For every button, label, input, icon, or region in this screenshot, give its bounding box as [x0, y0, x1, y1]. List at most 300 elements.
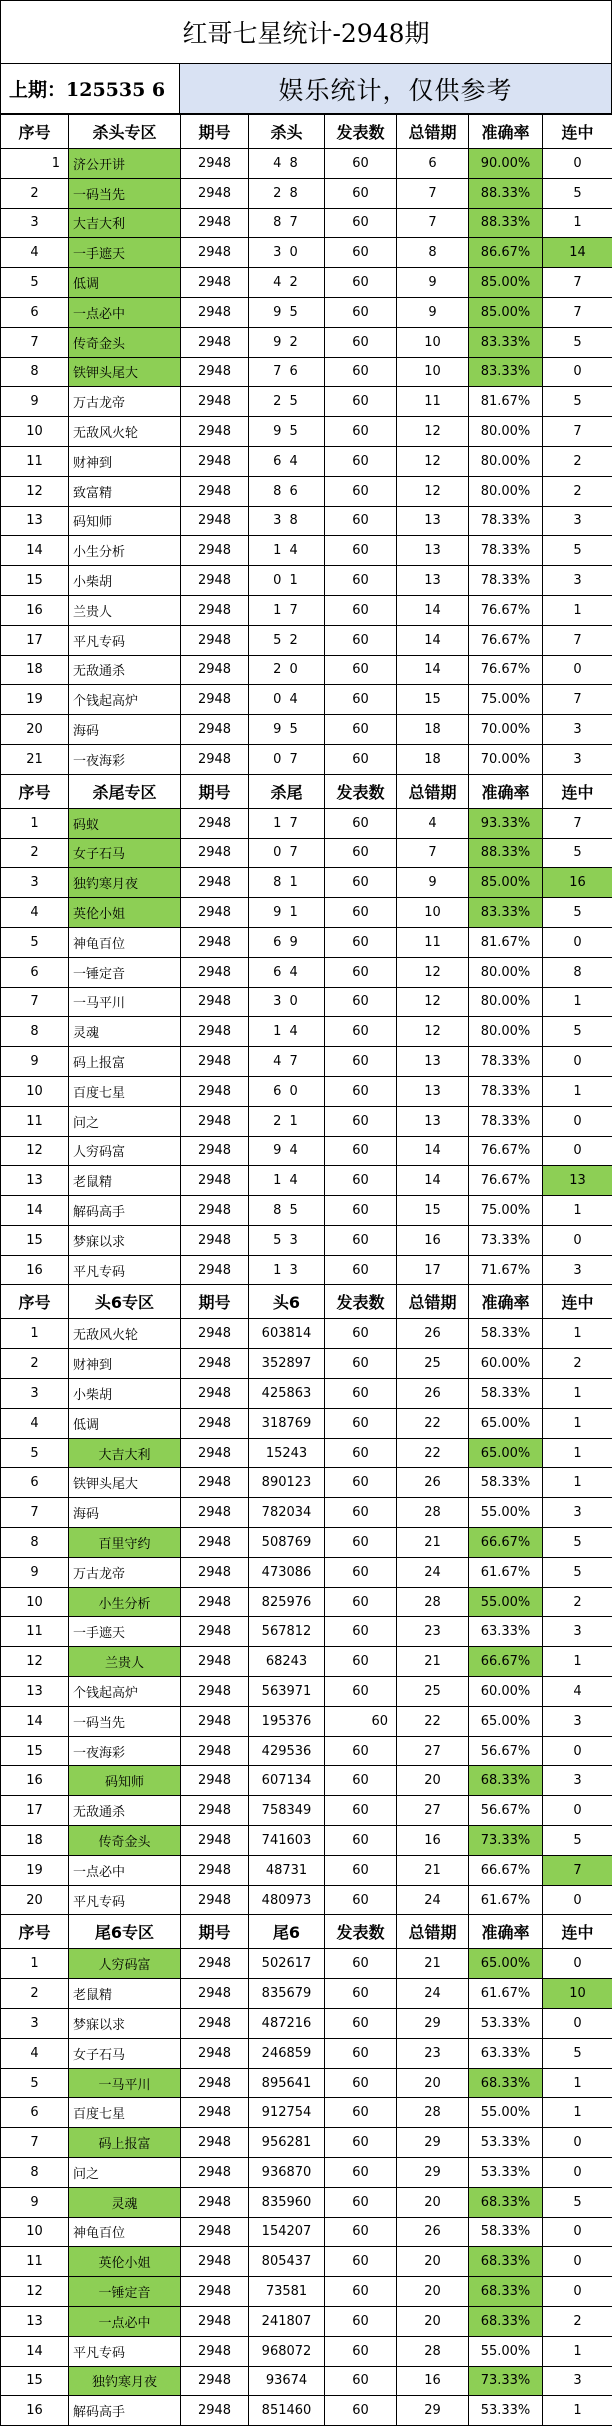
prediction-cell: 567812 — [249, 1617, 325, 1647]
prediction-cell: 429536 — [249, 1736, 325, 1766]
table-row — [1, 208, 612, 238]
period-cell: 2948 — [181, 2187, 249, 2217]
streak-cell: 1 — [543, 2336, 612, 2366]
expert-name: 平凡专码 — [69, 1255, 181, 1285]
row-index: 10 — [1, 2217, 69, 2247]
accuracy-cell: 55.00% — [469, 1498, 543, 1528]
period-cell: 2948 — [181, 2366, 249, 2396]
accuracy-cell: 83.33% — [469, 357, 543, 387]
streak-cell: 1 — [543, 2098, 612, 2128]
errors-cell: 9 — [397, 297, 469, 327]
errors-cell: 29 — [397, 2158, 469, 2188]
expert-name: 财神到 — [69, 1349, 181, 1379]
prediction-cell: 480973 — [249, 1885, 325, 1915]
expert-name: 个钱起高炉 — [69, 685, 181, 715]
accuracy-cell: 88.33% — [469, 178, 543, 208]
period-cell: 2948 — [181, 1855, 249, 1885]
errors-cell: 11 — [397, 927, 469, 957]
accuracy-cell: 83.33% — [469, 898, 543, 928]
period-cell: 2948 — [181, 566, 249, 596]
row-index: 8 — [1, 2158, 69, 2188]
posts-cell: 60 — [325, 1677, 397, 1707]
expert-name: 无敌通杀 — [69, 1796, 181, 1826]
streak-cell: 5 — [543, 1017, 612, 1047]
period-cell: 2948 — [181, 1438, 249, 1468]
streak-cell: 5 — [543, 327, 612, 357]
errors-cell: 16 — [397, 2366, 469, 2396]
streak-cell: 7 — [543, 297, 612, 327]
prediction-cell: 9 1 — [249, 898, 325, 928]
streak-cell: 0 — [543, 2217, 612, 2247]
row-index: 15 — [1, 1225, 69, 1255]
accuracy-cell: 65.00% — [469, 1408, 543, 1438]
prediction-cell: 3 8 — [249, 506, 325, 536]
row-index: 1 — [1, 1319, 69, 1349]
row-index: 14 — [1, 536, 69, 566]
expert-name: 小生分析 — [69, 536, 181, 566]
expert-name: 无敌风火轮 — [69, 417, 181, 447]
posts-cell: 60 — [325, 744, 397, 774]
posts-cell: 60 — [325, 715, 397, 745]
header-posts: 发表数 — [325, 115, 397, 149]
errors-cell: 28 — [397, 1587, 469, 1617]
streak-cell: 0 — [543, 2247, 612, 2277]
errors-cell: 23 — [397, 1617, 469, 1647]
row-index: 7 — [1, 327, 69, 357]
table-row — [1, 927, 612, 957]
prediction-cell: 241807 — [249, 2306, 325, 2336]
accuracy-cell: 80.00% — [469, 417, 543, 447]
errors-cell: 12 — [397, 1017, 469, 1047]
expert-name: 一马平川 — [69, 2068, 181, 2098]
row-index: 6 — [1, 1468, 69, 1498]
prediction-cell: 956281 — [249, 2128, 325, 2158]
row-index: 12 — [1, 1647, 69, 1677]
row-index: 4 — [1, 238, 69, 268]
header-prediction: 杀尾 — [249, 774, 325, 808]
prediction-cell: 835679 — [249, 1979, 325, 2009]
errors-cell: 13 — [397, 1076, 469, 1106]
header-expert-name: 尾6专区 — [69, 1915, 181, 1949]
accuracy-cell: 68.33% — [469, 2247, 543, 2277]
posts-cell: 60 — [325, 1438, 397, 1468]
posts-cell: 60 — [325, 2336, 397, 2366]
period-cell: 2948 — [181, 536, 249, 566]
posts-cell: 60 — [325, 1166, 397, 1196]
row-index: 16 — [1, 595, 69, 625]
row-index: 1 — [1, 808, 69, 838]
row-index: 5 — [1, 2068, 69, 2098]
period-cell: 2948 — [181, 238, 249, 268]
expert-name: 大吉大利 — [69, 1438, 181, 1468]
accuracy-cell: 60.00% — [469, 1349, 543, 1379]
header-streak: 连中 — [543, 115, 612, 149]
expert-name: 一锤定音 — [69, 957, 181, 987]
posts-cell: 60 — [325, 1498, 397, 1528]
period-cell: 2948 — [181, 1166, 249, 1196]
posts-cell: 60 — [325, 297, 397, 327]
streak-cell: 3 — [543, 1617, 612, 1647]
errors-cell: 9 — [397, 268, 469, 298]
errors-cell: 21 — [397, 1855, 469, 1885]
period-cell: 2948 — [181, 1319, 249, 1349]
period-cell: 2948 — [181, 1766, 249, 1796]
expert-name: 神龟百位 — [69, 927, 181, 957]
posts-cell: 60 — [325, 1647, 397, 1677]
table-row — [1, 1677, 612, 1707]
period-cell: 2948 — [181, 808, 249, 838]
streak-cell: 5 — [543, 838, 612, 868]
row-index: 11 — [1, 1617, 69, 1647]
period-cell: 2948 — [181, 1255, 249, 1285]
table-row — [1, 1225, 612, 1255]
streak-cell: 3 — [543, 715, 612, 745]
posts-cell: 60 — [325, 417, 397, 447]
prediction-cell: 15243 — [249, 1438, 325, 1468]
row-index: 3 — [1, 868, 69, 898]
table-row — [1, 1736, 612, 1766]
accuracy-cell: 53.33% — [469, 2128, 543, 2158]
period-cell: 2948 — [181, 1677, 249, 1707]
streak-cell: 3 — [543, 744, 612, 774]
accuracy-cell: 70.00% — [469, 744, 543, 774]
expert-name: 码上报富 — [69, 2128, 181, 2158]
prediction-cell: 758349 — [249, 1796, 325, 1826]
posts-cell: 60 — [325, 2009, 397, 2039]
errors-cell: 21 — [397, 1647, 469, 1677]
errors-cell: 9 — [397, 868, 469, 898]
prediction-cell: 912754 — [249, 2098, 325, 2128]
row-index: 3 — [1, 208, 69, 238]
streak-cell: 5 — [543, 178, 612, 208]
accuracy-cell: 93.33% — [469, 808, 543, 838]
accuracy-cell: 68.33% — [469, 2306, 543, 2336]
posts-cell: 60 — [325, 868, 397, 898]
posts-cell: 60 — [325, 1796, 397, 1826]
posts-cell: 60 — [325, 1468, 397, 1498]
errors-cell: 10 — [397, 357, 469, 387]
accuracy-cell: 66.67% — [469, 1855, 543, 1885]
table-row — [1, 1136, 612, 1166]
header-index: 序号 — [1, 115, 69, 149]
posts-cell: 60 — [325, 1408, 397, 1438]
errors-cell: 28 — [397, 1498, 469, 1528]
errors-cell: 25 — [397, 1349, 469, 1379]
accuracy-cell: 56.67% — [469, 1736, 543, 1766]
row-index: 5 — [1, 1438, 69, 1468]
row-index: 1 — [1, 149, 69, 179]
posts-cell: 60 — [325, 536, 397, 566]
expert-name: 女子石马 — [69, 2038, 181, 2068]
expert-name: 神龟百位 — [69, 2217, 181, 2247]
prediction-cell: 1 4 — [249, 536, 325, 566]
streak-cell: 7 — [543, 417, 612, 447]
streak-cell: 3 — [543, 2366, 612, 2396]
accuracy-cell: 75.00% — [469, 685, 543, 715]
period-cell: 2948 — [181, 178, 249, 208]
posts-cell: 60 — [325, 1319, 397, 1349]
errors-cell: 20 — [397, 1766, 469, 1796]
errors-cell: 20 — [397, 2247, 469, 2277]
errors-cell: 14 — [397, 625, 469, 655]
streak-cell: 0 — [543, 1949, 612, 1979]
header-expert-name: 杀尾专区 — [69, 774, 181, 808]
expert-name: 小柴胡 — [69, 566, 181, 596]
expert-name: 无敌风火轮 — [69, 1319, 181, 1349]
errors-cell: 7 — [397, 838, 469, 868]
table-row — [1, 1196, 612, 1226]
header-period: 期号 — [181, 1915, 249, 1949]
posts-cell: 60 — [325, 1076, 397, 1106]
accuracy-cell: 68.33% — [469, 1766, 543, 1796]
period-cell: 2948 — [181, 838, 249, 868]
expert-name: 一点必中 — [69, 2306, 181, 2336]
period-cell: 2948 — [181, 957, 249, 987]
expert-name: 一点必中 — [69, 297, 181, 327]
prediction-cell: 3 0 — [249, 238, 325, 268]
period-cell: 2948 — [181, 327, 249, 357]
accuracy-cell: 78.33% — [469, 506, 543, 536]
last-period-label: 上期：125535 6 — [0, 64, 180, 114]
errors-cell: 14 — [397, 1166, 469, 1196]
period-cell: 2948 — [181, 2098, 249, 2128]
errors-cell: 14 — [397, 1136, 469, 1166]
accuracy-cell: 61.67% — [469, 1979, 543, 2009]
posts-cell: 60 — [325, 1225, 397, 1255]
accuracy-cell: 60.00% — [469, 1677, 543, 1707]
expert-name: 一夜海彩 — [69, 744, 181, 774]
table-row — [1, 1076, 612, 1106]
posts-cell: 60 — [325, 2158, 397, 2188]
posts-cell: 60 — [325, 1255, 397, 1285]
streak-cell: 3 — [543, 566, 612, 596]
prediction-cell: 6 4 — [249, 446, 325, 476]
streak-cell: 1 — [543, 1468, 612, 1498]
prediction-cell: 425863 — [249, 1379, 325, 1409]
row-index: 11 — [1, 446, 69, 476]
row-index: 20 — [1, 715, 69, 745]
row-index: 17 — [1, 625, 69, 655]
streak-cell: 0 — [543, 2277, 612, 2307]
errors-cell: 18 — [397, 715, 469, 745]
prediction-cell: 6 0 — [249, 1076, 325, 1106]
posts-cell: 60 — [325, 2306, 397, 2336]
streak-cell: 5 — [543, 2038, 612, 2068]
expert-name: 一手遮天 — [69, 238, 181, 268]
period-cell: 2948 — [181, 297, 249, 327]
row-index: 20 — [1, 1885, 69, 1915]
expert-name: 万古龙帝 — [69, 1557, 181, 1587]
row-index: 7 — [1, 2128, 69, 2158]
prediction-cell: 6 9 — [249, 927, 325, 957]
streak-cell: 0 — [543, 1736, 612, 1766]
table-row — [1, 2366, 612, 2396]
streak-cell: 5 — [543, 2187, 612, 2217]
period-cell: 2948 — [181, 1826, 249, 1856]
expert-name: 个钱起高炉 — [69, 1677, 181, 1707]
header-index: 序号 — [1, 774, 69, 808]
streak-cell: 2 — [543, 446, 612, 476]
errors-cell: 12 — [397, 446, 469, 476]
period-cell: 2948 — [181, 927, 249, 957]
posts-cell: 60 — [325, 476, 397, 506]
period-cell: 2948 — [181, 2038, 249, 2068]
table-row — [1, 2187, 612, 2217]
errors-cell: 28 — [397, 2098, 469, 2128]
row-index: 19 — [1, 685, 69, 715]
posts-cell: 60 — [325, 838, 397, 868]
table-row — [1, 297, 612, 327]
posts-cell: 60 — [325, 655, 397, 685]
table-row — [1, 1408, 612, 1438]
posts-cell: 60 — [325, 1047, 397, 1077]
period-cell: 2948 — [181, 2306, 249, 2336]
expert-name: 海码 — [69, 1498, 181, 1528]
streak-cell: 5 — [543, 898, 612, 928]
prediction-cell: 352897 — [249, 1349, 325, 1379]
row-index: 12 — [1, 2277, 69, 2307]
period-cell: 2948 — [181, 1796, 249, 1826]
posts-cell: 60 — [325, 357, 397, 387]
prediction-cell: 741603 — [249, 1826, 325, 1856]
table-row — [1, 625, 612, 655]
row-index: 10 — [1, 417, 69, 447]
expert-name: 问之 — [69, 1106, 181, 1136]
accuracy-cell: 65.00% — [469, 1949, 543, 1979]
period-cell: 2948 — [181, 1468, 249, 1498]
expert-name: 平凡专码 — [69, 2336, 181, 2366]
posts-cell: 60 — [325, 957, 397, 987]
expert-name: 财神到 — [69, 446, 181, 476]
streak-cell: 8 — [543, 957, 612, 987]
prediction-cell: 9 5 — [249, 297, 325, 327]
table-row — [1, 1647, 612, 1677]
accuracy-cell: 53.33% — [469, 2009, 543, 2039]
streak-cell: 5 — [543, 387, 612, 417]
row-index: 11 — [1, 2247, 69, 2277]
errors-cell: 26 — [397, 1379, 469, 1409]
expert-name: 独钓寒月夜 — [69, 868, 181, 898]
period-cell: 2948 — [181, 1379, 249, 1409]
table-row — [1, 957, 612, 987]
posts-cell: 60 — [325, 2068, 397, 2098]
prediction-cell: 8 6 — [249, 476, 325, 506]
table-row — [1, 685, 612, 715]
table-row — [1, 1706, 612, 1736]
errors-cell: 16 — [397, 1225, 469, 1255]
header-prediction: 尾6 — [249, 1915, 325, 1949]
page-title: 红哥七星统计-2948期 — [0, 0, 612, 64]
prediction-cell: 318769 — [249, 1408, 325, 1438]
expert-name: 人穷码富 — [69, 1136, 181, 1166]
expert-name: 铁钾头尾大 — [69, 357, 181, 387]
expert-name: 一点必中 — [69, 1855, 181, 1885]
errors-cell: 10 — [397, 327, 469, 357]
expert-name: 百里守约 — [69, 1528, 181, 1558]
streak-cell: 0 — [543, 1796, 612, 1826]
prediction-cell: 8 1 — [249, 868, 325, 898]
row-index: 21 — [1, 744, 69, 774]
expert-name: 英伦小姐 — [69, 898, 181, 928]
accuracy-cell: 85.00% — [469, 868, 543, 898]
table-row — [1, 536, 612, 566]
table-row — [1, 595, 612, 625]
accuracy-cell: 73.33% — [469, 2366, 543, 2396]
period-cell: 2948 — [181, 987, 249, 1017]
row-index: 13 — [1, 1677, 69, 1707]
posts-cell: 60 — [325, 1617, 397, 1647]
table-row — [1, 566, 612, 596]
expert-name: 大吉大利 — [69, 208, 181, 238]
posts-cell: 60 — [325, 1136, 397, 1166]
table-row — [1, 1255, 612, 1285]
errors-cell: 21 — [397, 1949, 469, 1979]
header-period: 期号 — [181, 774, 249, 808]
period-cell: 2948 — [181, 1949, 249, 1979]
errors-cell: 12 — [397, 987, 469, 1017]
table-row — [1, 868, 612, 898]
table-row — [1, 1166, 612, 1196]
header-errors: 总错期 — [397, 1915, 469, 1949]
streak-cell: 7 — [543, 685, 612, 715]
period-cell: 2948 — [181, 1587, 249, 1617]
period-cell: 2948 — [181, 1528, 249, 1558]
table-row — [1, 1885, 612, 1915]
row-index: 2 — [1, 1349, 69, 1379]
table-row — [1, 268, 612, 298]
row-index: 6 — [1, 297, 69, 327]
streak-cell: 10 — [543, 1979, 612, 2009]
accuracy-cell: 81.67% — [469, 927, 543, 957]
table-row — [1, 2217, 612, 2247]
errors-cell: 18 — [397, 744, 469, 774]
streak-cell: 1 — [543, 1379, 612, 1409]
section-header-row — [1, 115, 612, 149]
period-cell: 2948 — [181, 387, 249, 417]
posts-cell: 60 — [325, 2128, 397, 2158]
table-row — [1, 1949, 612, 1979]
accuracy-cell: 65.00% — [469, 1438, 543, 1468]
prediction-cell: 7 6 — [249, 357, 325, 387]
streak-cell: 16 — [543, 868, 612, 898]
streak-cell: 0 — [543, 357, 612, 387]
period-cell: 2948 — [181, 2277, 249, 2307]
period-cell: 2948 — [181, 357, 249, 387]
errors-cell: 22 — [397, 1408, 469, 1438]
expert-name: 老鼠精 — [69, 1979, 181, 2009]
errors-cell: 7 — [397, 178, 469, 208]
row-index: 4 — [1, 898, 69, 928]
errors-cell: 24 — [397, 1979, 469, 2009]
errors-cell: 24 — [397, 1557, 469, 1587]
prediction-cell: 8 7 — [249, 208, 325, 238]
prediction-cell: 2 1 — [249, 1106, 325, 1136]
table-row — [1, 387, 612, 417]
period-cell: 2948 — [181, 1617, 249, 1647]
errors-cell: 12 — [397, 957, 469, 987]
header-posts: 发表数 — [325, 1915, 397, 1949]
row-index: 15 — [1, 566, 69, 596]
streak-cell: 0 — [543, 1225, 612, 1255]
streak-cell: 3 — [543, 1498, 612, 1528]
errors-cell: 8 — [397, 238, 469, 268]
prediction-cell: 563971 — [249, 1677, 325, 1707]
table-row — [1, 446, 612, 476]
row-index: 17 — [1, 1796, 69, 1826]
row-index: 9 — [1, 1557, 69, 1587]
header-errors: 总错期 — [397, 1285, 469, 1319]
accuracy-cell: 86.67% — [469, 238, 543, 268]
